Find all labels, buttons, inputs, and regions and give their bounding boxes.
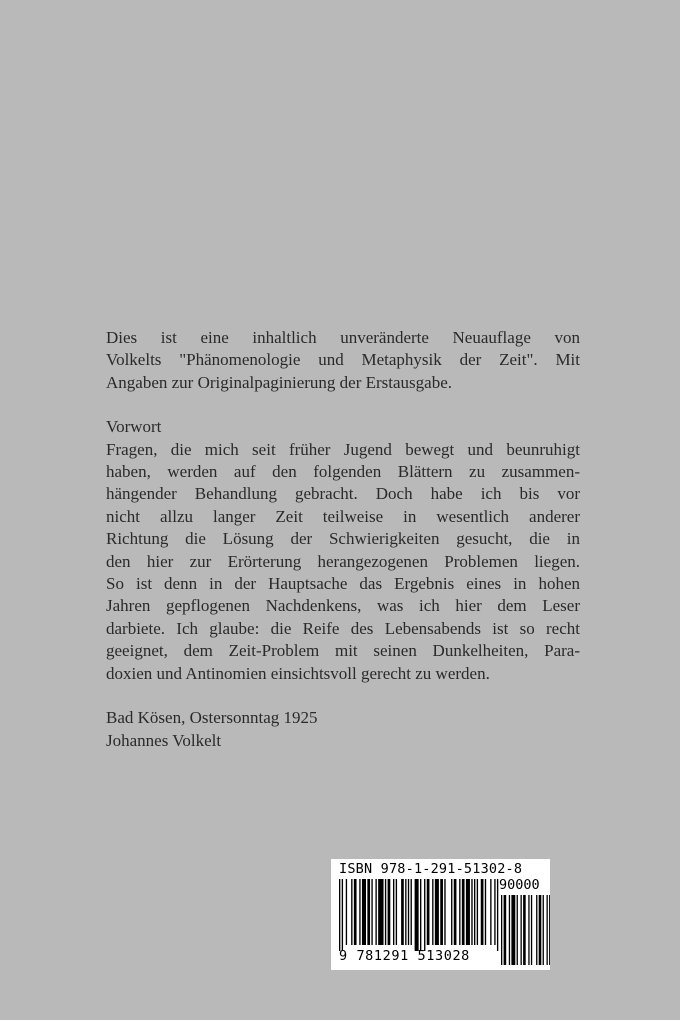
addon-bar — [517, 895, 518, 965]
barcode-bar — [411, 879, 412, 945]
addon-bar — [547, 895, 548, 965]
barcode-bar — [474, 879, 475, 945]
preface-line: haben, werden auf den folgenden Blättern zu zusammen- — [106, 462, 580, 482]
barcode-bar — [427, 879, 430, 945]
barcode-bar — [393, 879, 394, 945]
barcode-bar — [451, 879, 452, 945]
barcode-bar — [440, 879, 443, 945]
barcode-bar — [424, 879, 425, 951]
preface-line: Jahren gepflogenen Nachdenkens, was ich hier dem Leser — [106, 596, 580, 616]
barcode-bar — [388, 879, 391, 945]
paragraph-gap — [106, 394, 580, 416]
barcode-bar — [497, 879, 498, 951]
barcode-bar — [367, 879, 370, 945]
addon-bar — [536, 895, 537, 965]
preface-line: Richtung die Lösung der Schwierigkeiten gesucht, die in — [106, 529, 580, 549]
barcode-bar — [339, 879, 340, 951]
back-cover-text — [106, 327, 580, 752]
description-paragraph — [106, 327, 580, 394]
barcode-bar — [481, 879, 484, 945]
barcode-bar — [415, 879, 419, 951]
signature-place-date: Bad Kösen, Ostersonntag 1925 — [106, 708, 318, 728]
barcode-bar — [462, 879, 465, 945]
ean-digits: 9 781291 513028 — [339, 948, 470, 964]
addon-bar — [543, 895, 544, 965]
barcode-bar — [408, 879, 409, 945]
preface-paragraph — [106, 439, 580, 685]
paragraph-gap — [106, 685, 580, 707]
preface-line: den hier zur Erörterung herangezogenen Problemen liegen. — [106, 551, 580, 571]
barcode-bar — [432, 879, 433, 945]
barcode-bar — [477, 879, 478, 945]
barcode-bar — [378, 879, 383, 945]
isbn-label: ISBN 978-1-291-51302-8 — [339, 861, 523, 877]
barcode-bar — [359, 879, 360, 945]
preface-line: darbiete. Ich glaube: die Reife des Lebensabends ist so recht — [106, 618, 580, 638]
price-code: 90000 — [499, 877, 540, 893]
barcode-bar — [420, 879, 421, 951]
barcode-bar — [342, 879, 343, 951]
barcode-bar — [459, 879, 460, 945]
barcode-bar — [454, 879, 457, 945]
barcode-bar — [494, 879, 495, 945]
preface-line: Fragen, die mich seit früher Jugend bewegt und beunruhigt — [106, 439, 580, 459]
signature-author: Johannes Volkelt — [106, 730, 222, 750]
addon-bar — [504, 895, 507, 965]
description-line: Dies ist eine inhaltlich unveränderte Neuauflage von — [106, 328, 580, 347]
barcode-bar — [371, 879, 372, 945]
barcode-bar — [354, 879, 357, 945]
barcode-bar — [435, 879, 439, 945]
barcode-bar — [471, 879, 472, 945]
preface-heading: Vorwort — [106, 417, 162, 437]
addon-bar — [523, 895, 526, 965]
addon-bar — [528, 895, 529, 965]
preface-line: doxien und Antinomien einsichtsvoll gerecht zu werden. — [106, 663, 490, 683]
description-line: Volkelts "Phänomenologie und Metaphysik der Zeit". Mit — [106, 350, 580, 370]
barcode-bar — [490, 879, 491, 945]
barcode-bar — [405, 879, 406, 945]
addon-bar — [521, 895, 522, 965]
barcode-bar — [362, 879, 366, 945]
addon-bar — [511, 895, 515, 965]
addon-bar — [549, 895, 550, 965]
isbn-barcode — [331, 859, 550, 970]
preface-line: nicht allzu langer Zeit teilweise in wesentlich anderer — [106, 506, 580, 526]
barcode-bar — [351, 879, 352, 945]
preface-line: geeignet, dem Zeit-Problem mit seinen Dunkelheiten, Para- — [106, 641, 580, 661]
addon-bar — [509, 895, 510, 965]
description-line: Angaben zur Originalpaginierung der Erstausgabe. — [106, 372, 453, 392]
preface-line: hängender Behandlung gebracht. Doch habe ich bis vor — [106, 484, 580, 504]
barcode-bar — [401, 879, 404, 945]
barcode-bar — [466, 879, 470, 945]
barcode-bar — [485, 879, 486, 945]
addon-bar — [501, 895, 502, 965]
barcode-bar — [346, 879, 347, 945]
addon-bar — [531, 895, 532, 965]
barcode-bar — [396, 879, 397, 945]
addon-bar — [539, 895, 542, 965]
barcode-bar — [385, 879, 386, 945]
barcode-bar — [444, 879, 445, 945]
barcode-bar — [375, 879, 376, 945]
preface-line: So ist denn in der Hauptsache das Ergebnis eines in hohen — [106, 574, 580, 594]
